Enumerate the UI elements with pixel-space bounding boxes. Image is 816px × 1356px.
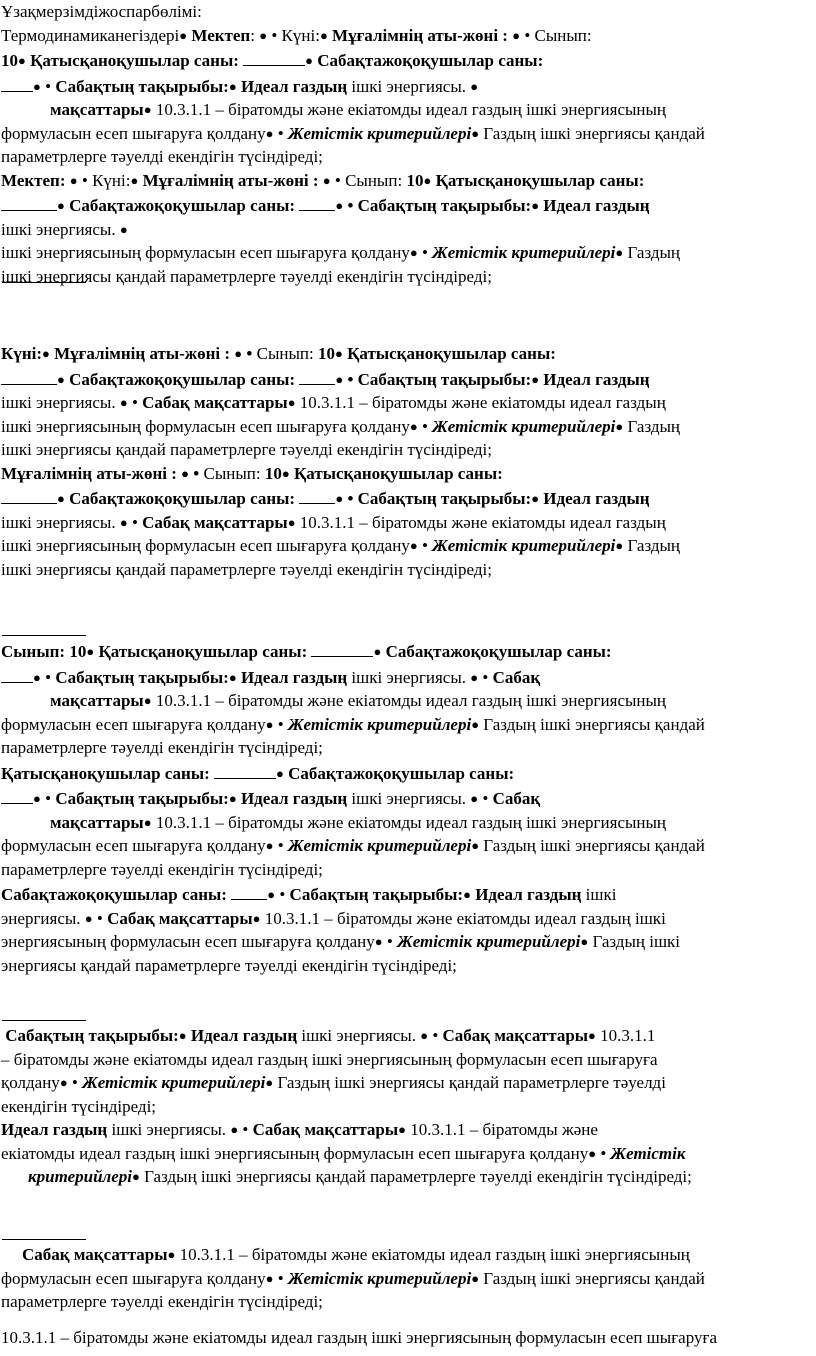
label: Сабақтың тақырыбы: bbox=[289, 885, 464, 904]
bullet-icon: • bbox=[277, 123, 284, 143]
bullet-icon: • bbox=[600, 1143, 607, 1163]
bullet-icon: • bbox=[277, 1268, 284, 1288]
bullet-icon: ● bbox=[335, 198, 344, 213]
label: Қатысқаноқушылар саны: bbox=[435, 170, 645, 190]
bullet-icon: ● bbox=[335, 491, 344, 506]
bullet-icon: • bbox=[347, 369, 354, 389]
text: 10 bbox=[264, 463, 282, 483]
label: Сабақтажоқоқушылар саны: bbox=[317, 51, 544, 70]
line bbox=[0, 1165, 814, 1189]
text: ішкі энергиясы. bbox=[1, 219, 116, 239]
bullet-icon: ● bbox=[322, 172, 331, 188]
text: ішкі энергиясы қандай параметрлерге тәуелді екендігін түсіндіреді; bbox=[1, 266, 492, 286]
bullet-icon: ● bbox=[178, 1028, 187, 1043]
text: 10.3.1.1 – біратомды және екіатомды идеал газдың ішкі энергиясының bbox=[179, 1245, 690, 1264]
label: Күні bbox=[92, 170, 126, 190]
bullet-icon: ● bbox=[143, 693, 152, 708]
bullet-icon: • bbox=[81, 170, 88, 190]
text: ішкі энергиясы. bbox=[1, 512, 116, 532]
label: Сабақтажоқоқушылар саны: bbox=[69, 196, 296, 215]
bullet-icon: • bbox=[482, 667, 489, 687]
text: ішкі bbox=[585, 885, 617, 904]
text: ішкі энергиясы. bbox=[1, 393, 116, 412]
bullet-icon: • bbox=[242, 1120, 249, 1139]
bullet-icon: ● bbox=[33, 78, 41, 94]
text: 10.3.1.1 – біратомды және екіатомды идеал газдың ішкі энергиясының bbox=[155, 812, 667, 832]
label: Қатысқаноқушылар саны: bbox=[30, 51, 239, 70]
text: Газдың ішкі bbox=[592, 932, 681, 951]
bullet-icon: • bbox=[45, 667, 52, 687]
line bbox=[0, 689, 814, 713]
label: Жетістік критерийлері bbox=[287, 1268, 472, 1288]
block-4 bbox=[0, 1024, 814, 1189]
text: 10 bbox=[69, 642, 87, 661]
line bbox=[0, 1142, 814, 1166]
label: Жетістік критерийлері bbox=[432, 243, 616, 262]
block-5 bbox=[0, 1243, 814, 1349]
bullet-icon: ● bbox=[57, 371, 65, 387]
bullet-icon: ● bbox=[33, 669, 41, 685]
blank-field bbox=[1, 485, 57, 504]
line bbox=[0, 218, 814, 242]
bullet-icon: ● bbox=[409, 245, 418, 260]
text: қолдану bbox=[1, 1073, 60, 1092]
bullet-icon: ● bbox=[588, 1028, 596, 1043]
line bbox=[0, 713, 814, 737]
line bbox=[0, 511, 814, 535]
text: Идеал газдың bbox=[543, 489, 650, 508]
blank-field bbox=[299, 192, 335, 211]
blank-field bbox=[231, 881, 267, 900]
text: 10.3.1.1 – біратомды және bbox=[410, 1120, 598, 1139]
bullet-icon: ● bbox=[230, 1122, 239, 1137]
label: Мұғалімнің аты-жөні : bbox=[142, 170, 319, 190]
label: Жетістік критерийлері bbox=[397, 932, 581, 951]
bullet-icon: • bbox=[347, 196, 354, 215]
bullet-icon: • bbox=[45, 76, 52, 96]
label: Сабақтың тақырыбы: bbox=[55, 76, 229, 96]
line bbox=[0, 907, 814, 931]
label: Сынып: bbox=[1, 642, 66, 661]
text: Идеал газдың bbox=[543, 369, 650, 389]
label: Сабақтың тақырыбы: bbox=[55, 667, 229, 687]
bullet-icon: ● bbox=[471, 838, 480, 853]
line bbox=[0, 98, 814, 122]
text: параметрлерге тәуелді екендігін түсіндіреді; bbox=[1, 859, 323, 879]
line bbox=[0, 1095, 814, 1119]
label: Қатысқаноқушылар саны: bbox=[293, 463, 503, 483]
text: параметрлерге тәуелді екендігін түсіндіреді; bbox=[1, 147, 323, 166]
label: Қатысқаноқушылар саны: bbox=[98, 642, 308, 661]
text: Идеал газдың bbox=[190, 1026, 298, 1045]
label: Күні bbox=[281, 25, 316, 45]
label: Мұғалімнің аты-жөні : bbox=[332, 25, 508, 45]
label: мақсаттары bbox=[50, 691, 144, 710]
bullet-icon: ● bbox=[132, 1169, 140, 1184]
bullet-icon: ● bbox=[580, 934, 589, 949]
blank-field bbox=[311, 638, 373, 657]
bullet-icon: ● bbox=[281, 465, 290, 481]
bullet-icon: ● bbox=[531, 198, 540, 213]
bullet-icon: ● bbox=[615, 245, 624, 260]
text: ішкі энергиясының формуласын есеп шығаруға қолдану bbox=[1, 243, 410, 262]
label: Мұғалімнің аты-жөні : bbox=[1, 463, 177, 483]
bullet-icon: ● bbox=[471, 716, 480, 732]
line bbox=[0, 785, 814, 811]
blank-field bbox=[1, 192, 57, 211]
label: Сабақтың тақырыбы: bbox=[357, 369, 532, 389]
bullet-icon: ● bbox=[463, 887, 471, 902]
line bbox=[0, 122, 814, 146]
bullet-icon: ● bbox=[470, 669, 479, 685]
label: мақсаттары bbox=[50, 100, 144, 119]
blank-field bbox=[1, 366, 57, 385]
label: Сынып bbox=[256, 344, 309, 363]
text: Газдың bbox=[627, 243, 681, 262]
text: қандай параметрлерге тәуелді екендігін түсіндіреді; bbox=[80, 955, 457, 975]
line: Мектеп: ● • Күні:● Мұғалімнің аты-жөні : ● • Сынып: 10● Қатысқаноқушылар саны: bbox=[1, 170, 645, 190]
block-3 bbox=[0, 638, 814, 977]
line bbox=[0, 858, 814, 882]
line bbox=[0, 1290, 814, 1314]
text: Идеал газдың bbox=[240, 789, 348, 808]
label: Қатысқаноқушылар саны: bbox=[347, 344, 556, 363]
line bbox=[0, 1071, 814, 1095]
bullet-icon: ● bbox=[59, 1075, 68, 1090]
bullet-icon: ● bbox=[374, 934, 383, 949]
bullet-icon: • bbox=[193, 463, 200, 483]
bullet-icon: ● bbox=[181, 465, 190, 481]
text: 10.3.1.1 – біратомды және екіатомды идеал газдың bbox=[299, 393, 666, 412]
bullet-icon: ● bbox=[305, 53, 314, 68]
bullet-icon: ● bbox=[33, 791, 41, 806]
text: ішкі энергиясының формуласын есеп шығаруға қолдану bbox=[1, 416, 410, 436]
text: формуласын есеп шығаруға қолдану bbox=[1, 1268, 266, 1288]
line bbox=[0, 366, 814, 392]
bullet-icon: ● bbox=[228, 78, 237, 94]
separator-line bbox=[2, 282, 86, 283]
label: Сабақтажоқоқушылар саны: bbox=[69, 489, 296, 508]
bullet-icon: • bbox=[421, 416, 428, 436]
text: Идеал газдың bbox=[1, 1120, 108, 1139]
blank-field bbox=[1, 73, 33, 92]
line bbox=[0, 241, 814, 265]
label: Сабақ мақсаттары bbox=[107, 908, 253, 928]
bullet-icon: ● bbox=[130, 172, 139, 188]
line bbox=[0, 664, 814, 690]
text: параметрлерге тәуелді екендігін түсіндіреді; bbox=[1, 1292, 323, 1311]
bullet-icon: ● bbox=[86, 644, 95, 659]
bullet-icon: ● bbox=[409, 418, 418, 434]
line bbox=[0, 1048, 814, 1072]
block-2 bbox=[0, 342, 814, 581]
label: Сабақтың тақырыбы: bbox=[357, 196, 532, 215]
label: Күні: bbox=[1, 344, 43, 363]
line bbox=[0, 1267, 814, 1291]
bullet-icon: ● bbox=[252, 910, 261, 926]
label: Сабақтажоқоқушылар саны: bbox=[288, 763, 515, 783]
bullet-icon: ● bbox=[234, 346, 243, 361]
bullet-icon: ● bbox=[265, 125, 274, 141]
text: формуласын есеп шығаруға қолдану bbox=[1, 836, 266, 855]
bullet-icon: ● bbox=[259, 27, 268, 43]
label: Жетістік bbox=[610, 1143, 686, 1163]
line bbox=[0, 438, 814, 462]
bullet-icon: ● bbox=[615, 418, 624, 434]
bullet-icon: ● bbox=[18, 53, 26, 68]
bullet-icon: ● bbox=[265, 716, 274, 732]
label: Сабақ bbox=[492, 667, 541, 687]
bullet-icon: ● bbox=[471, 125, 480, 141]
line: Күні:● Мұғалімнің аты-жөні : ● • Сынып: 10● Қатысқаноқушылар саны: bbox=[1, 344, 556, 363]
text: ішкі энергиясы қандай параметрлерге тәуелді екендігін түсіндіреді; bbox=[1, 440, 492, 459]
bullet-icon: ● bbox=[398, 1122, 407, 1137]
text: 10 bbox=[317, 344, 335, 363]
text: 10 bbox=[406, 170, 424, 190]
blank-field bbox=[1, 785, 33, 804]
bullet-icon: ● bbox=[276, 765, 284, 781]
bullet-icon: ● bbox=[531, 371, 540, 387]
bullet-icon: ● bbox=[373, 644, 382, 659]
label: Сабақ мақсаттары bbox=[142, 512, 288, 532]
bullet-icon: ● bbox=[265, 1075, 274, 1090]
bullet-icon: ● bbox=[265, 838, 274, 853]
text: ішкі энергиясы. bbox=[301, 1026, 416, 1045]
text: Идеал газдың bbox=[240, 76, 348, 96]
bullet-icon: ● bbox=[265, 1270, 274, 1286]
label: Қатысқаноқушылар саны: bbox=[1, 763, 210, 783]
bullet-icon: • bbox=[421, 536, 428, 555]
text: Газдың ішкі энергиясы қандай bbox=[483, 714, 705, 734]
line: Термодинамиканегіздері● Мектеп: ● • Күні:● Мұғалімнің аты-жөні : ● • Сынып: bbox=[1, 25, 592, 45]
text: Газдың ішкі энергиясы қандай bbox=[483, 1268, 705, 1288]
line bbox=[0, 145, 814, 169]
line bbox=[0, 834, 814, 858]
bullet-icon: • bbox=[347, 489, 354, 508]
bullet-icon: ● bbox=[423, 172, 432, 188]
bullet-icon: ● bbox=[420, 1028, 429, 1043]
bullet-icon: ● bbox=[409, 538, 418, 553]
text: энергиясы. bbox=[1, 908, 81, 928]
line bbox=[0, 1024, 814, 1048]
text: Газдың ішкі энергиясы қандай параметрлерге тәуелді bbox=[277, 1073, 666, 1092]
bullet-icon: ● bbox=[119, 221, 128, 237]
bullet-icon: ● bbox=[167, 1247, 176, 1262]
text: 10.3.1.1 – біратомды және екіатомды идеал газдың bbox=[299, 512, 666, 532]
text: энергиясының формуласын есеп шығаруға қолдану bbox=[1, 932, 375, 951]
label: Мектеп: bbox=[1, 170, 66, 190]
separator-line bbox=[2, 635, 86, 636]
text: параметрлерге тәуелді екендігін түсіндіреді; bbox=[1, 738, 323, 757]
label: Сабақ мақсаттары bbox=[142, 393, 288, 412]
label: Сабақтың тақырыбы: bbox=[5, 1026, 179, 1045]
bullet-icon: • bbox=[246, 344, 253, 363]
bullet-icon: ● bbox=[57, 491, 65, 506]
blank-field bbox=[1, 664, 33, 683]
text: ішкі энергиясы қандай параметрлерге тәуелді екендігін түсіндіреді; bbox=[1, 559, 492, 579]
label: Жетістік критерийлері bbox=[82, 1073, 266, 1092]
separator-line bbox=[2, 1239, 86, 1240]
bullet-icon: • bbox=[524, 25, 531, 45]
text: екендігін түсіндіреді; bbox=[1, 1096, 157, 1116]
bullet-icon: • bbox=[45, 789, 52, 808]
label: Жетістік критерийлері bbox=[287, 123, 472, 143]
label: Сабақтажоқоқушылар саны: bbox=[69, 369, 296, 389]
text: Газдың ішкі энергиясы қандай bbox=[483, 123, 705, 143]
text: Газдың bbox=[627, 416, 681, 436]
line bbox=[0, 954, 814, 978]
line bbox=[0, 760, 814, 786]
blank-field bbox=[299, 485, 335, 504]
text: ішкі энергиясы. bbox=[351, 76, 467, 96]
bullet-icon: • bbox=[421, 243, 428, 262]
label: Сабақ мақсаттары bbox=[22, 1245, 168, 1264]
line: Мұғалімнің аты-жөні : ● • Сынып: 10● Қатысқаноқушылар саны: bbox=[1, 463, 503, 483]
bullet-icon: ● bbox=[512, 27, 521, 43]
bullet-icon: ● bbox=[267, 887, 276, 902]
text: формуласын есеп шығаруға қолдану bbox=[1, 123, 266, 143]
text: 10.3.1.1 – біратомды және екіатомды идеал газдың ішкі энергиясының формуласын есеп шығаруға bbox=[1, 1327, 718, 1347]
separator-line bbox=[2, 1020, 86, 1021]
label: Сабақ мақсаттары bbox=[252, 1120, 399, 1139]
label: Сынып bbox=[534, 25, 587, 45]
line bbox=[0, 736, 814, 760]
bullet-icon: • bbox=[277, 836, 284, 855]
line bbox=[0, 192, 814, 218]
label: Жетістік критерийлері bbox=[432, 536, 616, 555]
bullet-icon: • bbox=[334, 170, 341, 190]
text: Идеал газдың bbox=[240, 667, 348, 687]
text: энергиясы bbox=[1, 955, 77, 975]
line bbox=[0, 1118, 814, 1142]
text: Идеал газдың bbox=[475, 885, 582, 904]
bullet-icon: • bbox=[386, 932, 393, 951]
text: екіатомды идеал газдың ішкі энергиясының формуласын есеп шығаруға қолдану bbox=[1, 1143, 589, 1163]
bullet-icon: • bbox=[131, 512, 138, 532]
line bbox=[0, 265, 814, 289]
text: формуласын есеп шығаруға қолдану bbox=[1, 714, 266, 734]
text: 10.3.1.1 – біратомды және екіатомды идеал газдың ішкі bbox=[264, 908, 666, 928]
bullet-icon: ● bbox=[470, 78, 479, 94]
bullet-icon: ● bbox=[287, 514, 296, 530]
bullet-icon: ● bbox=[69, 172, 78, 188]
blank-field bbox=[243, 47, 305, 66]
bullet-icon: • bbox=[279, 885, 286, 904]
bullet-icon: • bbox=[277, 714, 284, 734]
label: Сабақтың тақырыбы: bbox=[357, 489, 532, 508]
label: Жетістік критерийлері bbox=[432, 416, 616, 436]
text: 10.3.1.1 – біратомды және екіатомды идеал газдың ішкі энергиясының bbox=[155, 691, 667, 710]
bullet-icon: ● bbox=[84, 910, 93, 926]
line bbox=[0, 391, 814, 415]
line bbox=[0, 930, 814, 954]
text: Газдың bbox=[627, 536, 681, 555]
bullet-icon: ● bbox=[615, 538, 624, 553]
line bbox=[0, 0, 814, 24]
bullet-icon: • bbox=[432, 1026, 439, 1045]
bullet-icon: ● bbox=[335, 371, 344, 387]
blank-field bbox=[299, 366, 335, 385]
bullet-icon: • bbox=[96, 908, 103, 928]
bullet-icon: • bbox=[482, 789, 489, 808]
line bbox=[0, 415, 814, 439]
label: Жетістік критерийлері bbox=[287, 836, 472, 855]
line bbox=[0, 73, 814, 99]
bullet-icon: ● bbox=[42, 346, 50, 361]
text: Газдың ішкі энергиясы қандай параметрлерге тәуелді екендігін түсіндіреді; bbox=[144, 1167, 692, 1186]
line bbox=[0, 534, 814, 558]
text: Ұзақмерзімдіжоспарбөлімі: bbox=[1, 2, 202, 21]
bullet-icon: ● bbox=[57, 198, 65, 213]
text: ішкі энергиясы. bbox=[351, 789, 467, 808]
label: Мектеп bbox=[191, 25, 251, 45]
bullet-icon: • bbox=[131, 393, 138, 412]
bullet-icon: ● bbox=[471, 1270, 480, 1286]
line bbox=[0, 1243, 814, 1267]
line bbox=[0, 47, 814, 73]
text: 10 bbox=[1, 51, 18, 70]
label: Жетістік критерийлері bbox=[287, 714, 472, 734]
text: ішкі энергиясының формуласын есеп шығаруға қолдану bbox=[1, 536, 410, 555]
bullet-icon: ● bbox=[287, 395, 296, 410]
line bbox=[0, 811, 814, 835]
label: Сабақ bbox=[492, 789, 541, 808]
label: Мұғалімнің аты-жөні : bbox=[54, 344, 231, 363]
bullet-icon: ● bbox=[228, 791, 237, 806]
bullet-icon: ● bbox=[319, 27, 328, 43]
bullet-icon: ● bbox=[119, 395, 128, 410]
text: Термодинамиканегіздері bbox=[1, 25, 180, 45]
bullet-icon: • bbox=[271, 25, 278, 45]
text: 10.3.1.1 bbox=[600, 1026, 656, 1045]
line bbox=[0, 1326, 814, 1350]
bullet-icon: ● bbox=[531, 491, 540, 506]
bullet-icon: ● bbox=[143, 102, 152, 117]
label: Сабақ мақсаттары bbox=[442, 1026, 589, 1045]
label: критерийлері bbox=[28, 1167, 133, 1186]
label: Сынып bbox=[345, 170, 398, 190]
label: мақсаттары bbox=[50, 812, 144, 832]
line bbox=[0, 638, 814, 664]
label: Сынып bbox=[203, 463, 256, 483]
block-1 bbox=[0, 0, 814, 288]
text: Газдың ішкі энергиясы қандай bbox=[483, 836, 705, 855]
label: Сабақтажоқоқушылар саны: bbox=[1, 885, 227, 904]
text: – біратомды және екіатомды идеал газдың ішкі энергиясының формуласын есеп шығаруға bbox=[1, 1049, 658, 1069]
bullet-icon: ● bbox=[119, 514, 128, 530]
bullet-icon: ● bbox=[470, 791, 479, 806]
label: Сабақтажоқоқушылар саны: bbox=[385, 642, 612, 661]
text: Идеал газдың bbox=[543, 196, 650, 215]
text: 10.3.1.1 – біратомды және екіатомды идеал газдың ішкі энергиясының bbox=[155, 100, 667, 119]
bullet-icon: ● bbox=[334, 346, 343, 361]
bullet-icon: ● bbox=[228, 669, 237, 685]
bullet-icon: ● bbox=[179, 27, 188, 43]
line bbox=[0, 558, 814, 582]
bullet-icon: ● bbox=[588, 1145, 597, 1161]
bullet-icon: ● bbox=[143, 814, 152, 830]
text: ішкі энергиясы. bbox=[111, 1120, 227, 1139]
blank-field bbox=[214, 760, 276, 779]
bullet-icon: • bbox=[71, 1073, 78, 1092]
line bbox=[0, 485, 814, 511]
line bbox=[0, 881, 814, 907]
label: Сабақтың тақырыбы: bbox=[55, 789, 229, 808]
text: ішкі энергиясы. bbox=[351, 667, 467, 687]
